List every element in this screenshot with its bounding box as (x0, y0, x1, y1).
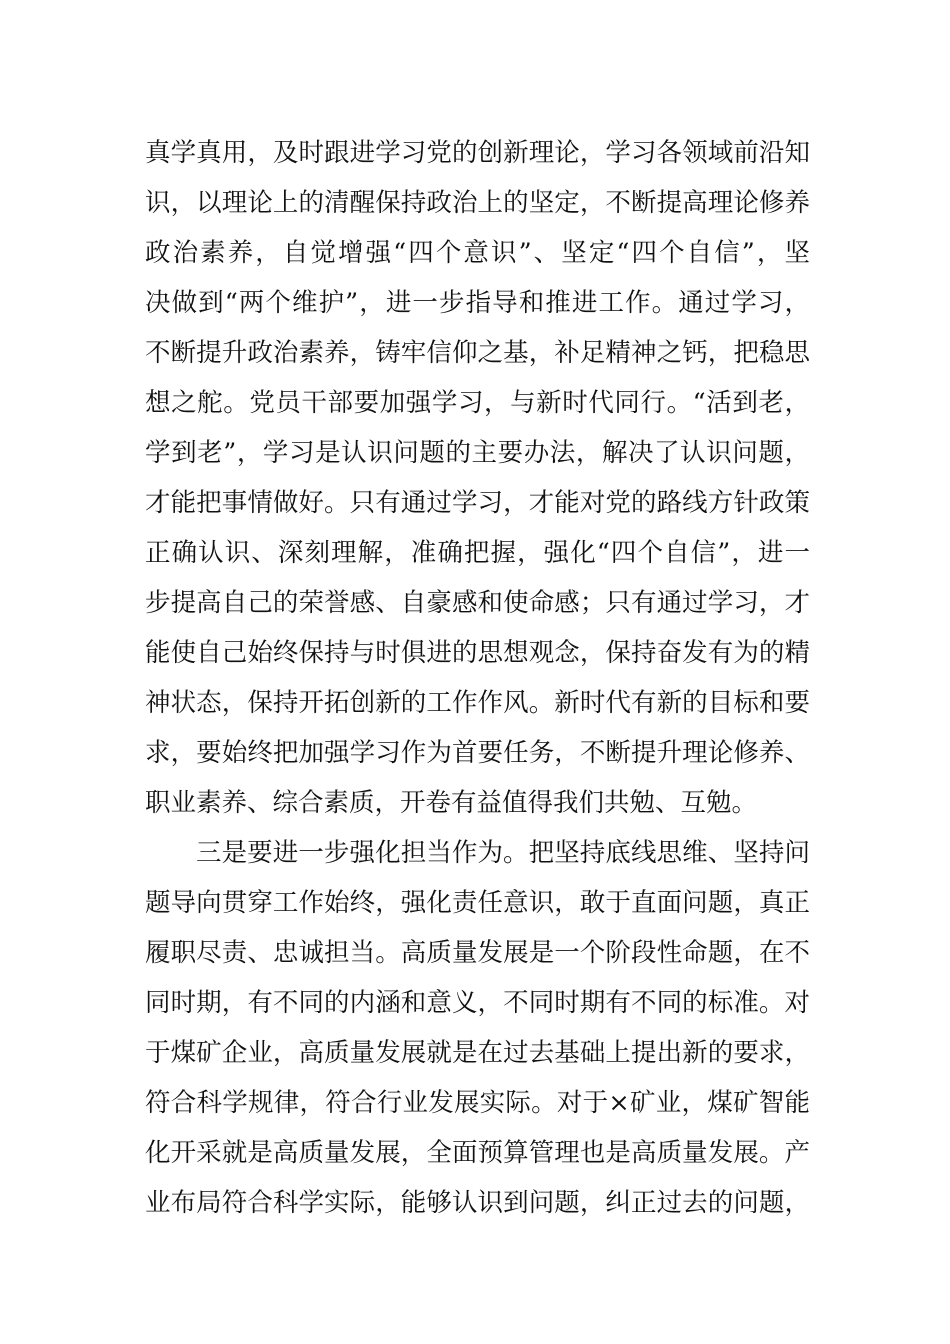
text-line: 求，要始终把加强学习作为首要任务，不断提升理论修养、 (145, 738, 810, 768)
text-line: 想之舵。党员干部要加强学习，与新时代同行。“活到老， (145, 388, 810, 418)
text-line: 政治素养，自觉增强“四个意识”、坚定“四个自信”，坚 (145, 238, 810, 268)
text-line: 业布局符合科学实际，能够认识到问题，纠正过去的问题， (145, 1188, 810, 1218)
text-line: 学到老”，学习是认识问题的主要办法，解决了认识问题， (145, 438, 810, 468)
text-line: 同时期，有不同的内涵和意义，不同时期有不同的标准。对 (145, 988, 810, 1018)
text-line: 履职尽责、忠诚担当。高质量发展是一个阶段性命题，在不 (145, 938, 810, 968)
text-line: 能使自己始终保持与时俱进的思想观念，保持奋发有为的精 (145, 638, 810, 668)
body-text (145, 128, 810, 1228)
text-line: 识，以理论上的清醒保持政治上的坚定，不断提高理论修养 (145, 188, 810, 218)
text-line: 正确认识、深刻理解，准确把握，强化“四个自信”，进一 (145, 538, 810, 568)
text-line: 于煤矿企业，高质量发展就是在过去基础上提出新的要求， (145, 1038, 810, 1068)
text-line: 神状态，保持开拓创新的工作作风。新时代有新的目标和要 (145, 688, 810, 718)
text-line: 真学真用，及时跟进学习党的创新理论，学习各领域前沿知 (145, 138, 810, 168)
text-line: 不断提升政治素养，铸牢信仰之基，补足精神之钙，把稳思 (145, 338, 810, 368)
text-line: 题导向贯穿工作始终，强化责任意识，敢于直面问题，真正 (145, 888, 810, 918)
text-line: 步提高自己的荣誉感、自豪感和使命感；只有通过学习，才 (145, 588, 810, 618)
text-line: 符合科学规律，符合行业发展实际。对于×矿业，煤矿智能 (145, 1088, 810, 1118)
text-line: 才能把事情做好。只有通过学习，才能对党的路线方针政策 (145, 488, 810, 518)
paragraph-end-line: 职业素养、综合素质，开卷有益值得我们共勉、互勉。 (145, 788, 758, 818)
text-line: 决做到“两个维护”，进一步指导和推进工作。通过学习， (145, 288, 810, 318)
text-line: 化开采就是高质量发展，全面预算管理也是高质量发展。产 (145, 1138, 810, 1168)
paragraph-first-line: 三是要进一步强化担当作为。把坚持底线思维、坚持问 (196, 838, 810, 868)
